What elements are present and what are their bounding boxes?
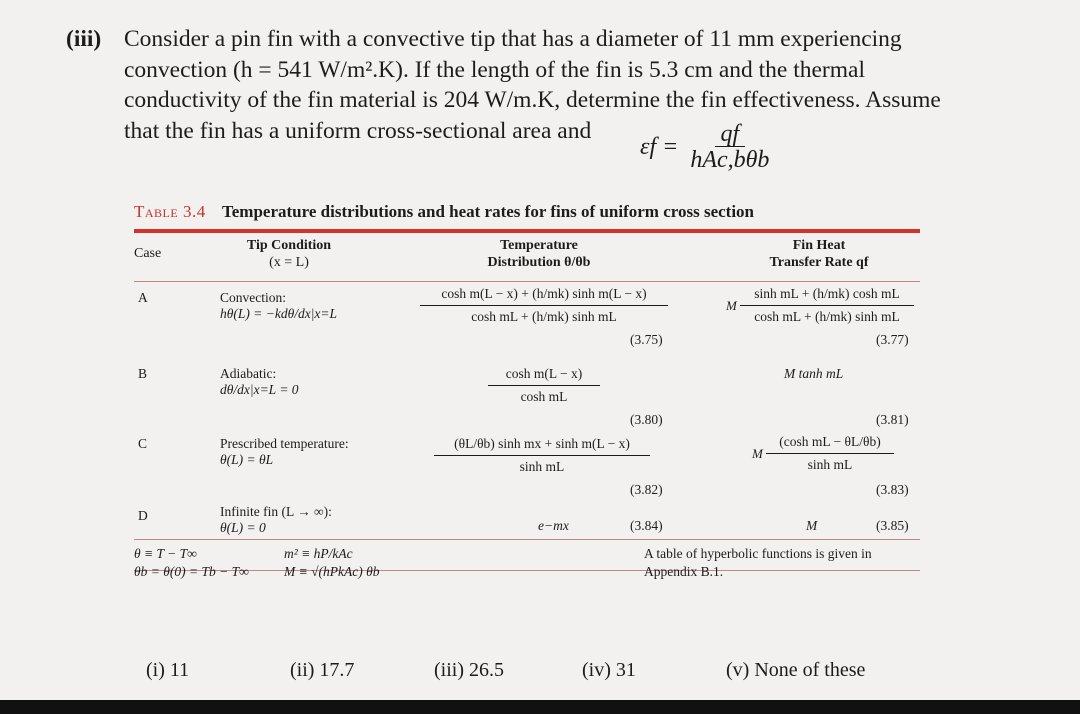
formula-numerator: qf xyxy=(715,122,746,147)
table-body xyxy=(134,282,920,579)
note-hyperbolic: A table of hyperbolic functions is given in xyxy=(644,546,872,561)
question-line-1: Consider a pin fin with a convective tip that has a diameter of 11 mm experiencing xyxy=(124,26,902,52)
question-number: (iii) xyxy=(66,26,102,52)
header-heat-sub: Transfer Rate qf xyxy=(769,255,869,270)
row-d-tip: Infinite fin (L → ∞): xyxy=(220,504,332,519)
header-heat: Fin Heat xyxy=(792,238,846,253)
row-a-temp-eq: (3.75) xyxy=(630,332,663,347)
row-b-tip: Adiabatic: xyxy=(220,366,277,381)
row-c-temp-num: (θL/θb) sinh mx + sinh m(L − x) xyxy=(434,436,650,456)
row-a-temp-den: cosh mL + (h/mk) sinh mL xyxy=(471,309,617,324)
table-caption xyxy=(134,200,920,224)
header-tip: Tip Condition xyxy=(246,238,332,253)
row-a-heat-fraction xyxy=(740,286,914,325)
row-a-heat-eq: (3.77) xyxy=(876,332,909,347)
formula-denominator: hAc,bθb xyxy=(690,147,770,173)
formula-lhs: εf = xyxy=(640,134,679,160)
row-b-case: B xyxy=(138,366,148,381)
row-d-tip-sub: θ(L) = 0 xyxy=(220,520,266,535)
row-a-tip: Convection: xyxy=(220,290,286,305)
row-d-temp-eq: (3.84) xyxy=(630,518,663,533)
answer-option-3[interactable]: (iii) 26.5 xyxy=(434,659,504,681)
row-a-temp-fraction xyxy=(420,286,668,325)
answer-option-4[interactable]: (iv) 31 xyxy=(582,659,636,681)
row-c-heat-den: sinh mL xyxy=(807,457,853,472)
header-tip-sub: (x = L) xyxy=(269,255,309,270)
table-header xyxy=(134,233,920,281)
bottom-frame xyxy=(0,700,1080,714)
row-c-heat-fraction xyxy=(766,434,894,473)
row-a-heat-den: cosh mL + (h/mk) sinh mL xyxy=(754,309,900,324)
answer-option-1[interactable]: (i) 11 xyxy=(146,659,190,681)
row-c-temp-den: sinh mL xyxy=(519,459,565,474)
row-b-heat: M tanh mL xyxy=(784,366,844,381)
row-a-tip-sub: hθ(L) = −kdθ/dx|x=L xyxy=(220,306,338,321)
table-label: Table 3.4 xyxy=(134,202,206,221)
row-c-temp-fraction xyxy=(434,436,650,475)
row-b-temp-fraction xyxy=(488,366,600,405)
answer-option-2[interactable]: (ii) 17.7 xyxy=(290,659,355,681)
effectiveness-formula xyxy=(640,122,775,173)
row-b-temp-num: cosh m(L − x) xyxy=(488,366,600,386)
row-c-case: C xyxy=(138,436,148,451)
row-a-heat-prefix: M xyxy=(726,298,737,313)
row-b-temp-den: cosh mL xyxy=(520,389,568,404)
note-theta: θ ≡ T − T∞ xyxy=(134,546,197,561)
row-c-heat-prefix: M xyxy=(752,446,763,461)
question-text xyxy=(66,24,986,146)
row-c-heat-num: (cosh mL − θL/θb) xyxy=(766,434,894,454)
row-c-temp-eq: (3.82) xyxy=(630,482,663,497)
answer-option-5[interactable]: (v) None of these xyxy=(726,659,866,681)
note-theta-b: θb = θ(0) = Tb − T∞ xyxy=(134,564,249,579)
header-temp: Temperature xyxy=(500,238,578,253)
fin-table xyxy=(134,200,920,579)
row-b-temp-eq: (3.80) xyxy=(630,412,663,427)
question-line-2: convection (h = 541 W/m².K). If the length of the fin is 5.3 cm and the thermal xyxy=(124,56,865,83)
row-d-case: D xyxy=(138,508,148,523)
question-line-3: conductivity of the fin material is 204 W/m.K, determine the fin effectiveness. Assume xyxy=(124,87,941,113)
row-a-case: A xyxy=(138,290,148,305)
table-caption-text: Temperature distributions and heat rates for fins of uniform cross section xyxy=(221,202,754,221)
row-c-tip-sub: θ(L) = θL xyxy=(220,452,274,467)
header-temp-sub: Distribution θ/θb xyxy=(487,255,591,270)
row-d-temp: e−mx xyxy=(538,518,569,533)
row-d-heat-eq: (3.85) xyxy=(876,518,909,533)
row-c-heat-eq: (3.83) xyxy=(876,482,909,497)
question-line-4: that the fin has a uniform cross-sectional area and xyxy=(124,117,592,144)
row-a-temp-num: cosh m(L − x) + (h/mk) sinh m(L − x) xyxy=(420,286,668,306)
row-a-heat-num: sinh mL + (h/mk) cosh mL xyxy=(740,286,914,306)
row-b-heat-eq: (3.81) xyxy=(876,412,909,427)
note-m: m² ≡ hP/kAc xyxy=(284,546,353,561)
row-b-tip-sub: dθ/dx|x=L = 0 xyxy=(220,382,299,397)
row-c-tip: Prescribed temperature: xyxy=(220,436,349,451)
row-d-heat: M xyxy=(806,518,818,533)
header-case: Case xyxy=(134,246,162,261)
note-appendix: Appendix B.1. xyxy=(644,564,724,579)
notes-top-rule xyxy=(134,539,920,540)
note-capital-m: M ≡ √(hPkAc) θb xyxy=(284,564,380,579)
